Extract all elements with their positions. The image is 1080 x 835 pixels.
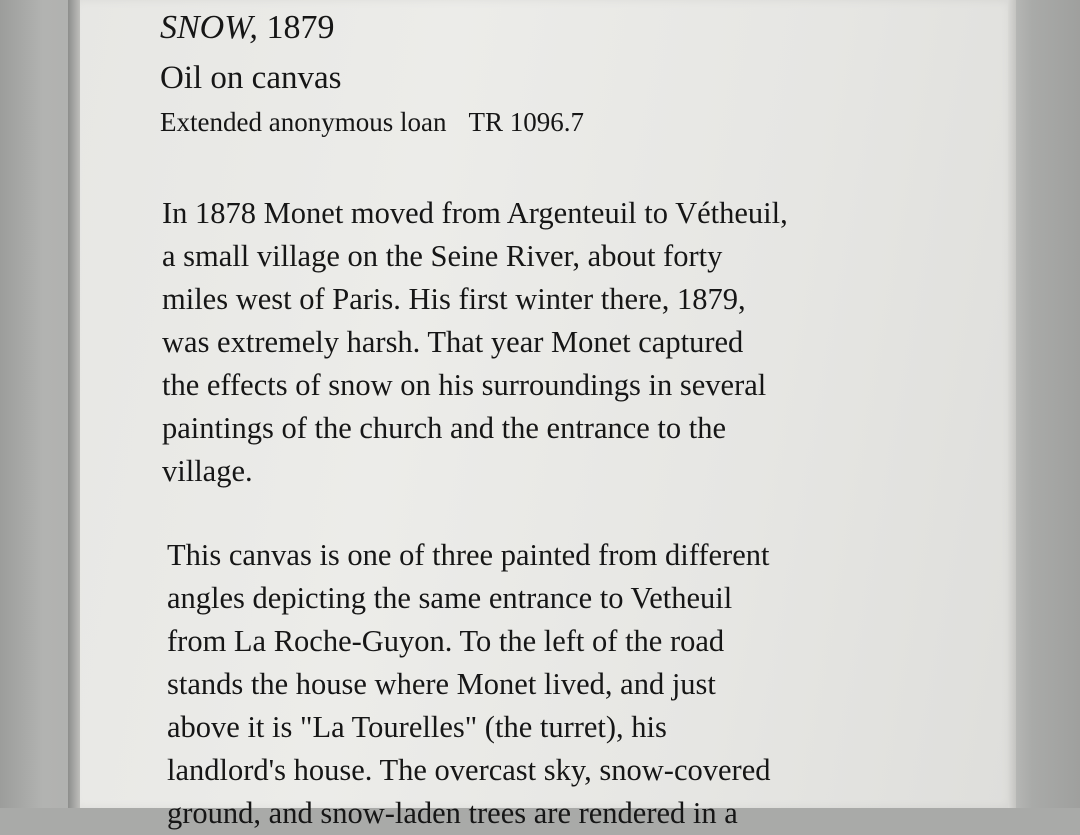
paragraph-line: was extremely harsh. That year Monet captured	[162, 325, 744, 359]
description-paragraph-2	[167, 534, 770, 835]
paragraph-line: ground, and snow-laden trees are rendered in a	[167, 796, 738, 830]
paragraph-line: the effects of snow on his surroundings in several	[162, 368, 767, 402]
paragraph-line: village.	[162, 454, 253, 488]
artwork-title	[160, 6, 334, 50]
paragraph-line: above it is "La Tourelles" (the turret), his	[167, 710, 667, 744]
paragraph-line: This canvas is one of three painted from different	[167, 538, 770, 572]
paragraph-line: In 1878 Monet moved from Argenteuil to Vétheuil,	[162, 196, 788, 230]
paragraph-line: paintings of the church and the entrance to the	[162, 411, 727, 445]
artwork-name: SNOW,	[160, 9, 258, 46]
credit-text: Extended anonymous loan	[160, 107, 447, 137]
artwork-medium: Oil on canvas	[160, 60, 342, 96]
credit-line	[160, 104, 584, 140]
paragraph-line: angles depicting the same entrance to Vetheuil	[167, 581, 733, 615]
paragraph-line: a small village on the Seine River, about forty	[162, 239, 723, 273]
artwork-year: 1879	[266, 9, 335, 46]
paragraph-line: miles west of Paris. His first winter there, 1879,	[162, 282, 746, 316]
gallery-wall-right	[1012, 0, 1080, 808]
paragraph-line: landlord's house. The overcast sky, snow-covered	[167, 753, 771, 787]
accession-number: TR 1096.7	[468, 107, 584, 137]
plaque-edge	[1008, 0, 1016, 808]
paragraph-line: from La Roche-Guyon. To the left of the road	[167, 624, 725, 658]
paragraph-line: stands the house where Monet lived, and just	[167, 667, 716, 701]
description-paragraph-1	[162, 192, 788, 493]
